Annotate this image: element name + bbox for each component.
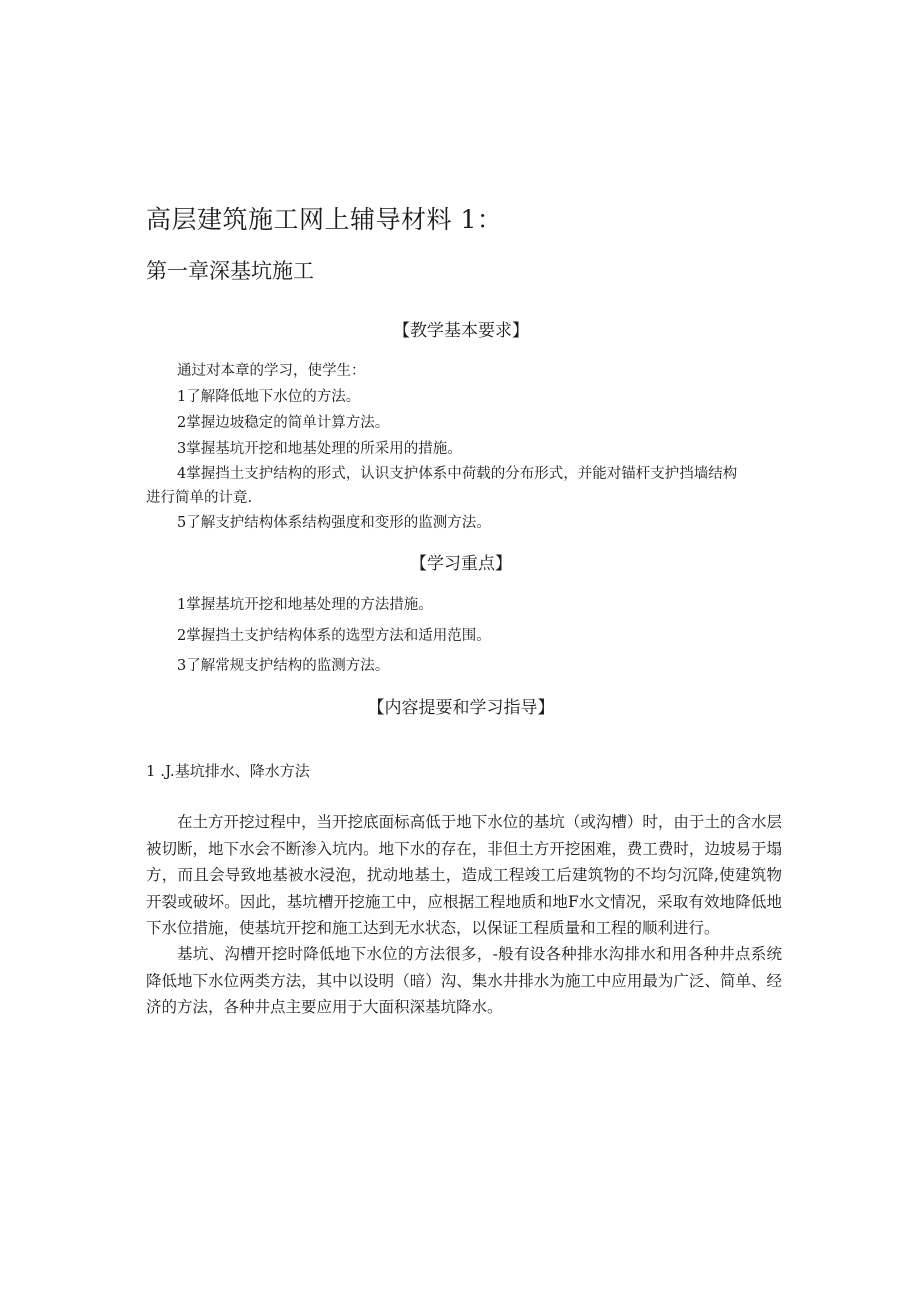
- chapter-title: 第一章深基坑施工: [146, 259, 314, 283]
- requirement-item: 3掌握基坑开挖和地基处理的所采用的措施。: [177, 441, 462, 457]
- requirement-item: 2掌握边坡稳定的简单计算方法。: [177, 415, 390, 431]
- requirement-item: 4掌握挡土支护结构的形式，认识支护体系中荷载的分布形式，并能对锚杆支护挡墙结构: [177, 466, 738, 482]
- subsection-title: 1 .J.基坑排水、降水方法: [146, 762, 310, 780]
- requirements-heading: 【教学基本要求】: [393, 321, 529, 341]
- requirement-item: 1了解降低地下水位的方法。: [177, 389, 361, 405]
- focus-item: 1掌握基坑开挖和地基处理的方法措施。: [177, 597, 433, 613]
- requirement-item: 5了解支护结构体系结构强度和变形的监测方法。: [177, 515, 491, 531]
- body-paragraph: 基坑、沟槽开挖时降低地下水位的方法很多，-般有设各种排水沟排水和用各种井点系统降低地下水位两类方法，其中以设明（暗）沟、集水井排水为施工中应用最为广泛、简单、经济的方法，各种井点主要应用于大面积深基坑降水。: [146, 945, 782, 1016]
- focus-heading: 【学习重点】: [410, 554, 512, 574]
- body-paragraph: 在土方开挖过程中，当开挖底面标高低于地下水位的基坑（或沟槽）时，由于土的含水层被切断，地下水会不断渗入坑内。地下水的存在，非但土方开挖困难，费工费时，边坡易于塌方，而且会导致地基被水浸泡，扰动地基土，造成工程竣工后建筑物的不均匀沉降,使建筑物开裂或破坏。因此，基坑槽开挖施工中，应根据工程地质和地F水文情况，采取有效地降低地下水位措施，使基坑开挖和施工达到无水状态，以保证工程质量和工程的顺利进行。: [146, 813, 782, 937]
- requirements-intro: 通过对本章的学习，使学生：: [177, 363, 366, 379]
- guidance-heading: 【内容提要和学习指导】: [367, 698, 555, 718]
- document-title: 高层建筑施工网上辅导材料 1：: [146, 205, 503, 234]
- focus-item: 3了解常规支护结构的监测方法。: [177, 658, 390, 674]
- focus-item: 2掌握挡土支护结构体系的选型方法和适用范围。: [177, 628, 491, 644]
- requirement-item-continuation: 进行简单的计竟.: [146, 490, 253, 506]
